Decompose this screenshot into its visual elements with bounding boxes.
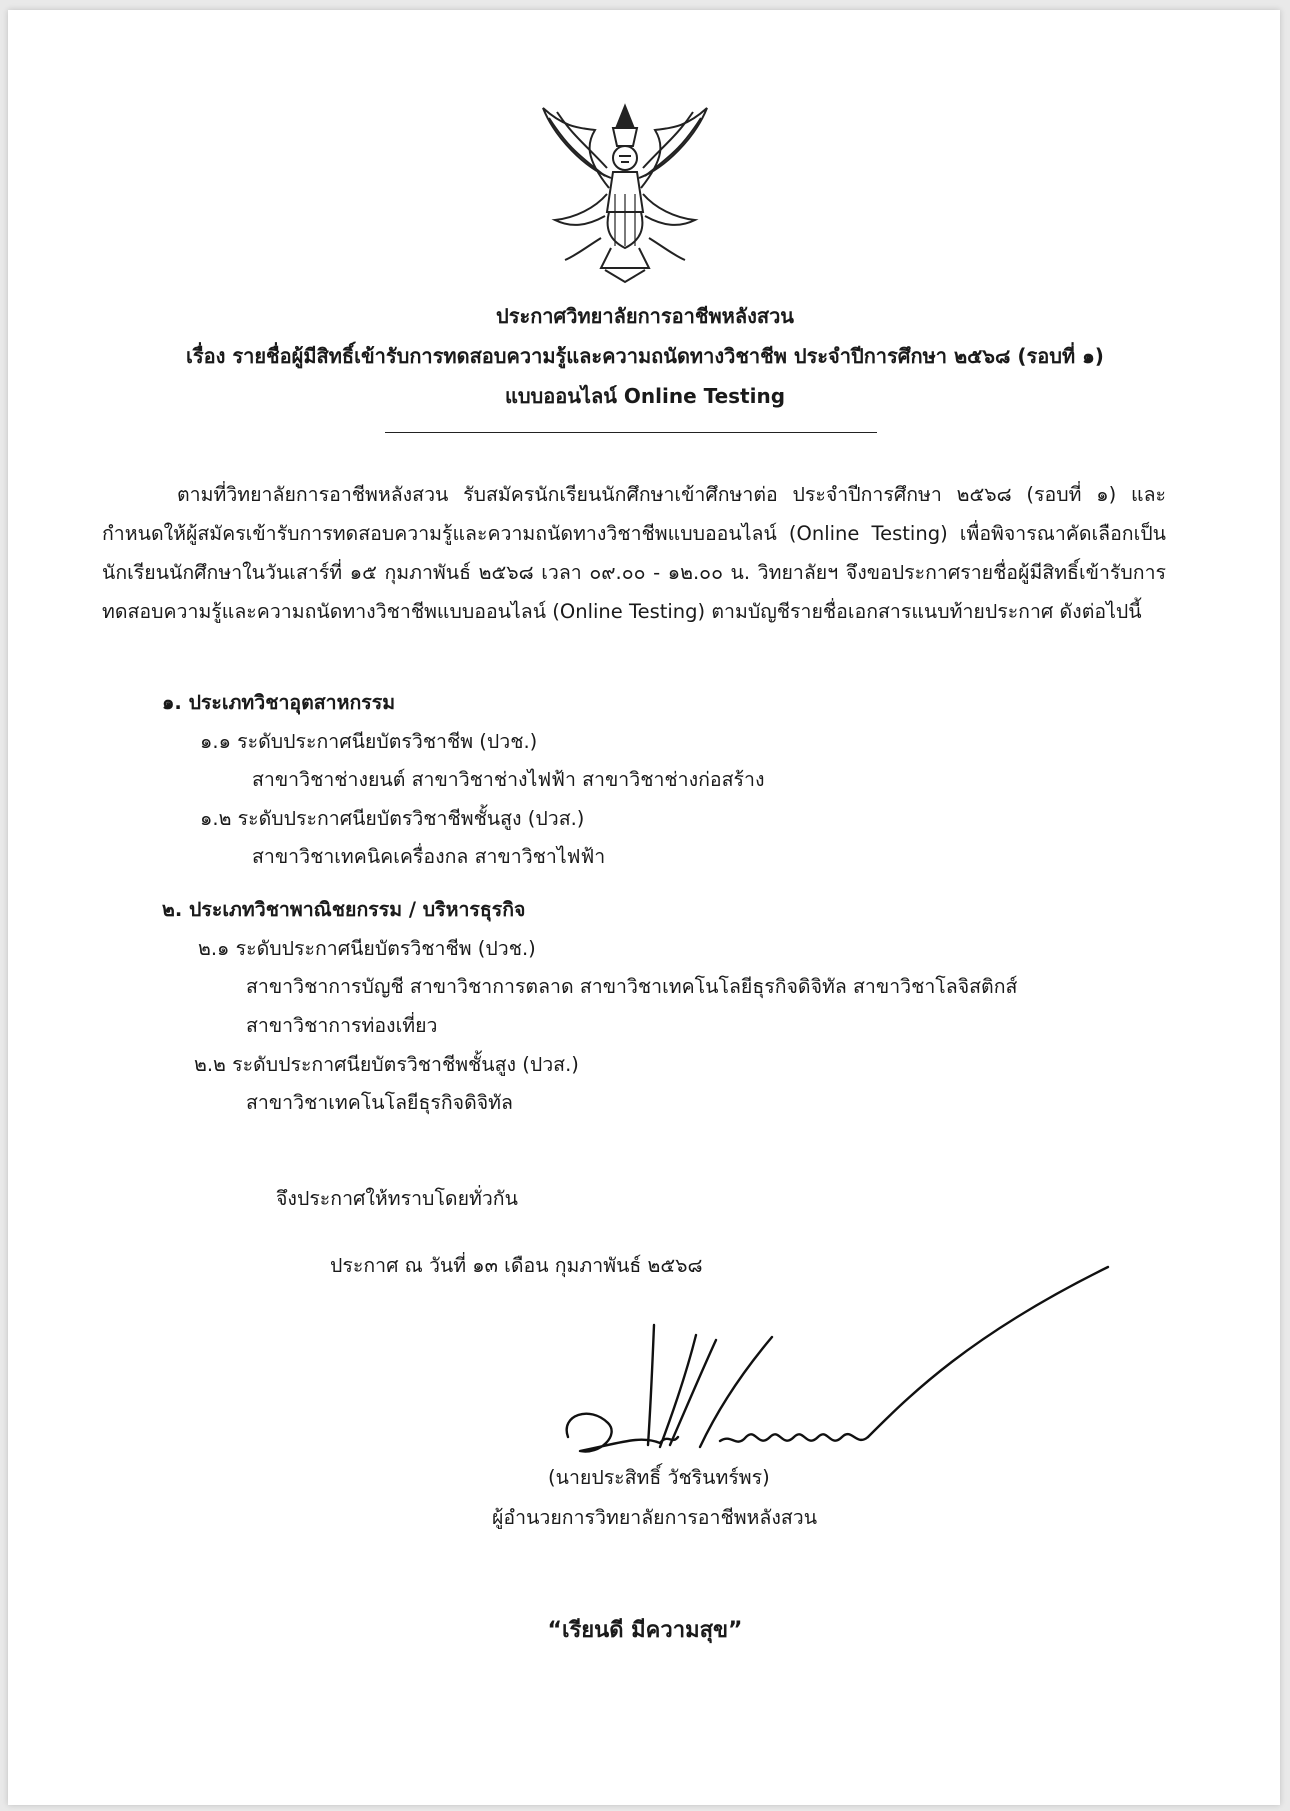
section-2-1-label: ๒.๑ ระดับประกาศนียบัตรวิชาชีพ (ปวช.) [198,937,536,960]
section-2-2-label: ๒.๒ ระดับประกาศนียบัตรวิชาชีพชั้นสูง (ปวส.) [194,1053,579,1076]
intro-paragraph: ตามที่วิทยาลัยการอาชีพหลังสวน รับสมัครนักเรียนนักศึกษาเข้าศึกษาต่อ ประจำปีการศึกษา ๒๕๖๘ (รอบที่ ๑) และกำหนดให้ผู้สมัครเข้ารับการทดสอบความรู้และความถนัดทางวิชาชีพแบบออนไลน์ (Online Testing) เพื่อพิจารณาคัดเลือกเป็นนักเรียนนักศึกษาในวันเสาร์ที่ ๑๕ กุมภาพันธ์ ๒๕๖๘ เวลา ๐๙.๐๐ - ๑๒.๐๐ น. วิทยาลัยฯ จึงขอประกาศรายชื่อผู้มีสิทธิ์เข้ารับการทดสอบความรู้และความถนัดทางวิชาชีพแบบออนไลน์ (Online Testing) ตามบัญชีรายชื่อเอกสารแนบท้ายประกาศ ดังต่อไปนี้ [102,483,1166,623]
college-motto: “เรียนดี มีความสุข” [547,1618,743,1643]
signatory-position: ผู้อำนวยการวิทยาลัยการอาชีพหลังสวน [492,1506,818,1529]
closing-statement: จึงประกาศให้ทราบโดยทั่วกัน [276,1187,518,1210]
section-2-heading: ๒. ประเภทวิชาพาณิชยกรรม / บริหารธุรกิจ [162,898,526,921]
section-1-1-label: ๑.๑ ระดับประกาศนียบัตรวิชาชีพ (ปวช.) [200,730,538,753]
section-2-2-programs: สาขาวิชาเทคโนโลยีธุรกิจดิจิทัล [246,1091,513,1114]
signature-icon [560,1265,1120,1475]
announcement-subtitle: แบบออนไลน์ Online Testing [504,384,786,408]
announcement-title: ประกาศวิทยาลัยการอาชีพหลังสวน [496,304,794,328]
announcement-date: ประกาศ ณ วันที่ ๑๓ เดือน กุมภาพันธ์ ๒๕๖๘ [330,1254,703,1277]
announcement-subject: เรื่อง รายชื่อผู้มีสิทธิ์เข้ารับการทดสอบความรู้และความถนัดทางวิชาชีพ ประจำปีการศึกษา ๒๕๖๘ (รอบที่ ๑) [186,344,1104,368]
section-2-1-programs-cont: สาขาวิชาการท่องเที่ยว [246,1014,438,1037]
garuda-emblem-icon [535,98,715,288]
section-1-2-label: ๑.๒ ระดับประกาศนียบัตรวิชาชีพชั้นสูง (ปวส.) [200,807,585,830]
section-1-1-programs: สาขาวิชาช่างยนต์ สาขาวิชาช่างไฟฟ้า สาขาวิชาช่างก่อสร้าง [252,768,765,791]
section-1-2-programs: สาขาวิชาเทคนิคเครื่องกล สาขาวิชาไฟฟ้า [252,845,606,868]
title-divider [385,432,877,433]
signatory-name: (นายประสิทธิ์ วัชรินทร์พร) [548,1466,770,1489]
section-2-1-programs: สาขาวิชาการบัญชี สาขาวิชาการตลาด สาขาวิชาเทคโนโลยีธุรกิจดิจิทัล สาขาวิชาโลจิสติกส์ [246,975,1018,998]
section-1-heading: ๑. ประเภทวิชาอุตสาหกรรม [162,691,396,714]
